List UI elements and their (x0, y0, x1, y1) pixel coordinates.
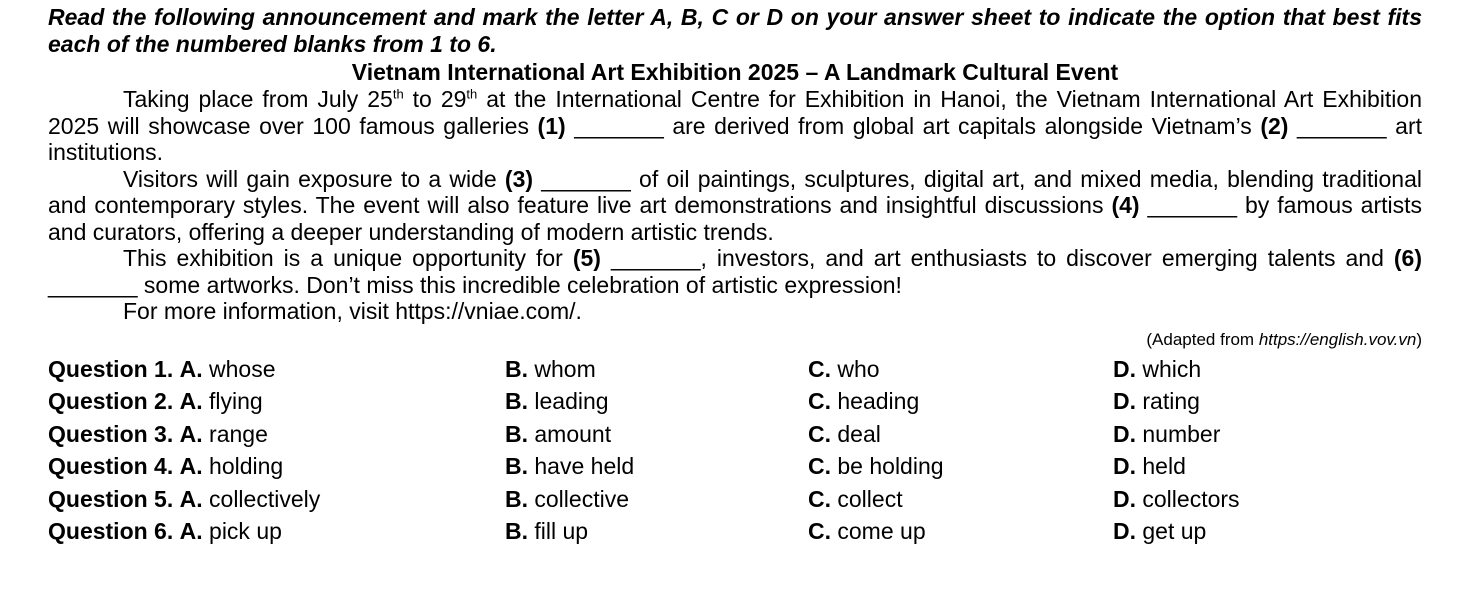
option-text: whom (528, 355, 596, 382)
option-c (808, 515, 926, 548)
paragraph-2 (48, 166, 1422, 246)
source-suffix: ) (1416, 329, 1422, 349)
question-label-option-a (48, 515, 282, 548)
question-label: Question 4. (48, 453, 174, 480)
source-prefix: (Adapted from (1146, 329, 1259, 349)
option-letter: B. (505, 355, 528, 382)
question-label: Question 3. (48, 420, 174, 447)
option-letter: D. (1113, 485, 1136, 512)
option-letter: B. (505, 388, 528, 415)
question-label-option-a (48, 483, 320, 516)
question-row-4 (48, 450, 1422, 483)
option-letter: A. (179, 420, 203, 447)
option-text: number (1136, 420, 1221, 447)
option-b (505, 418, 611, 451)
p1-text-3: at the International Centre for Exhibition in Hanoi, the Vietnam International Art Exhibition 2025 will showcase over 100 famous galleries (48, 86, 1422, 139)
source-url: https://english.vov.vn (1258, 329, 1417, 349)
option-text: whose (202, 355, 276, 382)
option-text: get up (1136, 518, 1207, 545)
option-text: holding (202, 453, 284, 480)
option-letter: D. (1113, 420, 1136, 447)
option-text: be holding (831, 453, 944, 480)
option-letter: C. (808, 518, 831, 545)
question-row-3 (48, 418, 1422, 451)
paragraph-3 (48, 245, 1422, 298)
blank-number-2: (2) (1260, 112, 1289, 139)
option-text: collective (528, 485, 629, 512)
p3-text-1: This exhibition is a unique opportunity for (123, 245, 573, 271)
question-label: Question 5. (48, 485, 174, 512)
option-letter: B. (505, 485, 528, 512)
option-text: which (1136, 355, 1202, 382)
p3-text-2: _______, investors, and art enthusiasts to discover emerging talents and (600, 245, 1394, 271)
p1-text-4: _______ are derived from global art capitals alongside Vietnam’s (565, 112, 1261, 139)
option-letter: A. (179, 485, 203, 512)
option-letter: A. (179, 355, 203, 382)
option-letter: C. (808, 355, 831, 382)
option-d (1113, 385, 1200, 418)
option-text: rating (1136, 388, 1200, 415)
question-label-option-a (48, 450, 283, 483)
p1-text-5: _______ art institutions. (48, 112, 1422, 165)
blank-number-6: (6) (1393, 245, 1423, 271)
p1-superscript-2: th (466, 86, 478, 102)
option-c (808, 418, 881, 451)
option-letter: C. (808, 453, 831, 480)
option-c (808, 450, 944, 483)
option-letter: D. (1113, 388, 1136, 415)
option-letter: C. (808, 485, 831, 512)
option-text: collectively (202, 485, 321, 512)
option-text: flying (202, 388, 263, 415)
option-d (1113, 418, 1220, 451)
question-row-6 (48, 515, 1422, 548)
option-letter: D. (1113, 355, 1136, 382)
option-d (1113, 450, 1186, 483)
option-text: have held (528, 453, 635, 480)
option-text: deal (831, 420, 881, 447)
option-text: come up (831, 518, 926, 545)
option-letter: C. (808, 388, 831, 415)
question-row-1 (48, 353, 1422, 386)
option-letter: A. (179, 453, 203, 480)
option-letter: D. (1113, 453, 1136, 480)
option-letter: B. (505, 518, 528, 545)
p2-text-3: _______ by famous artists and curators, offering a deeper understanding of modern artistic trends. (48, 192, 1422, 245)
option-d (1113, 515, 1206, 548)
option-text: leading (528, 388, 609, 415)
paragraph-1 (48, 86, 1422, 166)
option-letter: B. (505, 420, 528, 447)
option-c (808, 483, 903, 516)
passage-title: Vietnam International Art Exhibition 2025 – A Landmark Cultural Event (351, 59, 1119, 85)
source-citation (48, 329, 1422, 351)
option-b (505, 483, 629, 516)
option-b (505, 515, 588, 548)
blank-number-4: (4) (1111, 192, 1140, 218)
question-row-2 (48, 385, 1422, 418)
option-b (505, 353, 596, 386)
question-row-5 (48, 483, 1422, 516)
option-letter: A. (179, 388, 203, 415)
option-b (505, 450, 634, 483)
option-text: range (202, 420, 268, 447)
blank-number-1: (1) (537, 112, 566, 139)
instruction-text: Read the following announcement and mark the letter A, B, C or D on your answer sheet to indicate the option that best fits each of the numbered blanks from 1 to 6. (48, 4, 1422, 57)
option-text: held (1136, 453, 1186, 480)
option-text: collectors (1136, 485, 1240, 512)
question-label-option-a (48, 353, 276, 386)
option-c (808, 385, 919, 418)
option-text: who (831, 355, 880, 382)
option-b (505, 385, 609, 418)
p3-text-3: _______ some artworks. Don’t miss this incredible celebration of artistic expression! (48, 271, 902, 298)
option-text: pick up (202, 518, 282, 545)
option-text: collect (831, 485, 903, 512)
paragraph-4: For more information, visit https://vniae.com/. (123, 298, 582, 324)
question-label-option-a (48, 418, 268, 451)
option-text: heading (831, 388, 920, 415)
blank-number-3: (3) (504, 165, 534, 192)
p2-text-2: _______ of oil paintings, sculptures, digital art, and mixed media, blending traditional and contemporary styles. The event will also feature live art demonstrations and insightful discussions (48, 165, 1422, 218)
option-c (808, 353, 880, 386)
option-text: fill up (528, 518, 589, 545)
question-label: Question 6. (48, 518, 174, 545)
document-page (48, 4, 1422, 548)
p1-text-2: to 29 (403, 86, 467, 112)
questions-list (48, 353, 1422, 549)
option-letter: D. (1113, 518, 1136, 545)
option-d (1113, 483, 1240, 516)
question-label: Question 1. (48, 355, 174, 382)
option-letter: A. (179, 518, 203, 545)
blank-number-5: (5) (572, 245, 601, 271)
option-letter: C. (808, 420, 831, 447)
p1-superscript-1: th (392, 86, 404, 102)
question-label: Question 2. (48, 388, 174, 415)
option-letter: B. (505, 453, 528, 480)
option-text: amount (528, 420, 612, 447)
option-d (1113, 353, 1201, 386)
p2-text-1: Visitors will gain exposure to a wide (123, 165, 505, 192)
question-label-option-a (48, 385, 263, 418)
p1-text-1: Taking place from July 25 (123, 86, 393, 112)
